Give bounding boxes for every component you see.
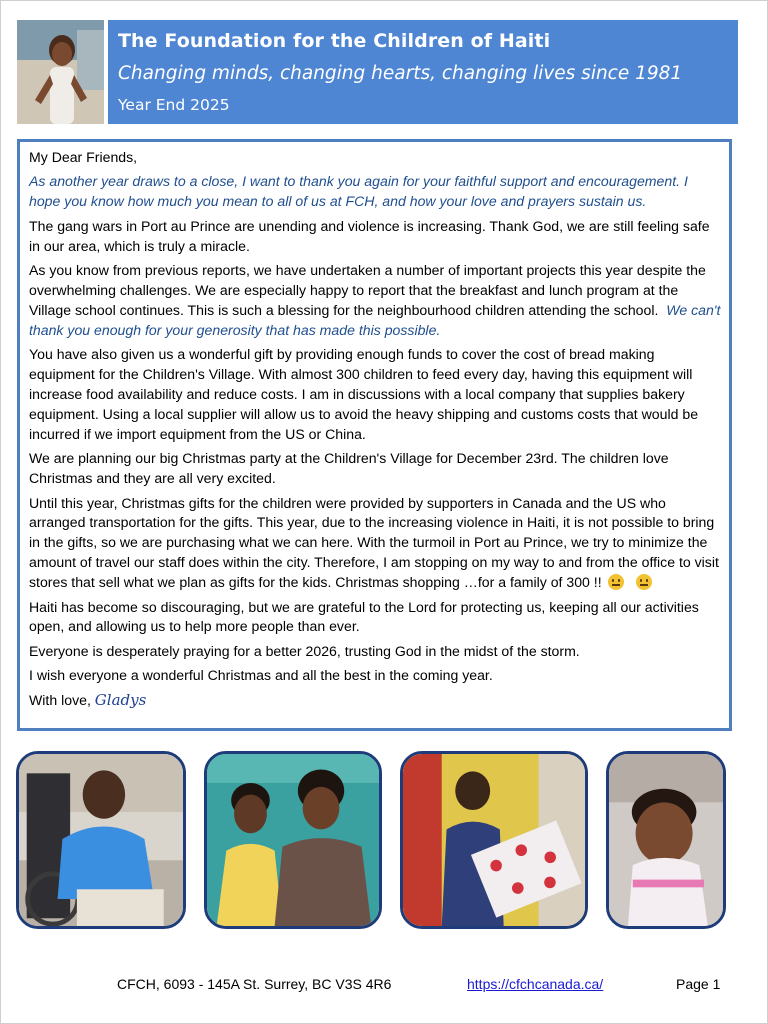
photo-boy-with-gift [400, 751, 588, 929]
letter-signature: Gladys [94, 690, 147, 709]
header-portrait-photo [17, 20, 104, 124]
letter-paragraph-6: Haiti has become so discouraging, but we are grateful to the Lord for protecting us, keeping all our activities open, and allowing us to help more people than ever. [29, 598, 699, 635]
letter-body [29, 148, 721, 715]
letter-box [17, 139, 732, 731]
photo-boy-in-wheelchair [16, 751, 186, 929]
thinking-face-emoji-icon [608, 574, 624, 590]
letter-paragraph-2-text: As you know from previous reports, we have undertaken a number of important projects this year despite the overwhelming challenges. We are especially happy to report that the breakfast and lunch program at the Village school continues. This is such a blessing for the neighbourhood children attending the school. [29, 262, 706, 318]
letter-paragraph-1: The gang wars in Port au Prince are unending and violence is increasing. Thank God, we are still feeling safe in our area, which is truly a miracle. [29, 217, 710, 254]
letter-paragraph-4: We are planning our big Christmas party at the Children's Village for December 23rd. The children love Christmas and they are all very excited. [29, 450, 669, 487]
photo-baby [606, 751, 726, 929]
page-number: Page 1 [676, 976, 721, 992]
footer-website-link[interactable]: https://cfchcanada.ca/ [467, 976, 604, 992]
letter-paragraph-2 [29, 261, 721, 341]
worried-face-emoji-icon [636, 574, 652, 590]
header-banner [108, 20, 738, 124]
letter-paragraph-8: I wish everyone a wonderful Christmas and all the best in the coming year. [29, 667, 493, 684]
letter-paragraph-3: You have also given us a wonderful gift by providing enough funds to cover the cost of bread making equipment for the Children's Village. With almost 300 children to feed every day, having this equipment will increase food availability and reduce costs. I am in discussions with a local company that supplies bakery equipment. Using a local supplier will allow us to avoid the heavy shipping and customs costs that would be incurred if we import equipment from the US or China. [29, 346, 699, 442]
letter-closing-line [29, 691, 721, 711]
newsletter-edition: Year End 2025 [118, 96, 230, 114]
letter-closing: With love, [29, 691, 91, 708]
photo-two-girls [204, 751, 382, 929]
letter-greeting: My Dear Friends, [29, 149, 138, 165]
organization-title: The Foundation for the Children of Haiti [118, 30, 551, 52]
letter-paragraph-5-text: Until this year, Christmas gifts for the children were provided by supporters in Canada and the US who arranged transportation for the gifts. This year, due to the increasing violence in Haiti, it is not possible to bring in the gifts, so we are purchasing what we can here. With the turmoil in Port au Prince, we try to minimize the amount of travel our staff does within the city. Therefore, I am stopping on my way to and from the office to visit stores that sell what we plan as gifts for the kids. Christmas shopping …for a family of 300 !! [29, 494, 719, 591]
letter-intro: As another year draws to a close, I want to thank you again for your faithful support and encouragement. I hope you know how much you mean to all of us at FCH, and how your love and prayers sustain us. [29, 173, 688, 210]
footer-address: CFCH, 6093 - 145A St. Surrey, BC V3S 4R6 [117, 976, 392, 992]
letter-paragraph-2-thanks: We can't thank you enough for your generosity that has made this possible. [29, 301, 721, 338]
organization-tagline: Changing minds, changing hearts, changing lives since 1981 [118, 63, 683, 84]
letter-paragraph-7: Everyone is desperately praying for a better 2026, trusting God in the midst of the storm. [29, 642, 580, 659]
letter-paragraph-5 [29, 494, 721, 594]
